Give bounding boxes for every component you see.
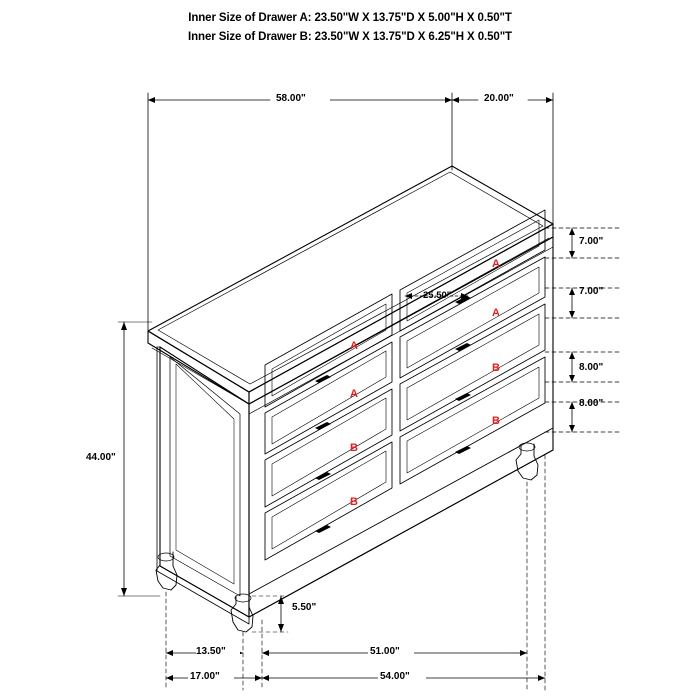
- dim-bottom-total: 54.00": [380, 671, 410, 682]
- left-side-panel: [157, 347, 249, 624]
- dim-right-1: 7.00": [579, 236, 604, 247]
- header-line-drawer-b: Inner Size of Drawer B: 23.50"W X 13.75"D X 6.25"H X 0.50"T: [188, 31, 512, 43]
- dim-top-depth: 20.00": [484, 93, 514, 104]
- drawer-label-left-2: A: [350, 388, 358, 400]
- cabinet-front-face: [249, 237, 553, 617]
- drawer-label-left-4: B: [350, 496, 358, 508]
- drawer-column-left: [265, 294, 392, 560]
- drawer-column-right: [400, 210, 545, 484]
- drawer-label-right-4: B: [492, 415, 500, 427]
- leg-height-dimension: [252, 596, 288, 632]
- dim-bottom-left-1: 13.50": [196, 646, 226, 657]
- overall-height-dimension: [118, 322, 160, 596]
- dim-right-2: 7.00": [579, 286, 604, 297]
- dim-bottom-mid: 51.00": [370, 646, 400, 657]
- right-dimension-lines: [569, 228, 575, 432]
- drawer-label-left-3: B: [350, 442, 358, 454]
- drawer-label-left-1: A: [350, 340, 358, 352]
- dim-leg-height: 5.50": [292, 602, 317, 613]
- dim-overall-height: 44.00": [86, 452, 116, 463]
- header-line-drawer-a: Inner Size of Drawer A: 23.50"W X 13.75"D X 5.00"H X 0.50"T: [188, 12, 512, 24]
- dim-bottom-left-2: 17.00": [190, 671, 220, 682]
- dim-top-width: 58.00": [276, 93, 306, 104]
- drawer-label-right-2: A: [492, 307, 500, 319]
- dim-right-3: 8.00": [579, 362, 604, 373]
- top-dimension-group: [148, 93, 553, 330]
- drawer-label-right-3: B: [492, 362, 500, 374]
- dim-right-4: 8.00": [579, 398, 604, 409]
- dim-inner-width: 25.50": [423, 290, 452, 301]
- drawer-label-right-1: A: [492, 258, 500, 270]
